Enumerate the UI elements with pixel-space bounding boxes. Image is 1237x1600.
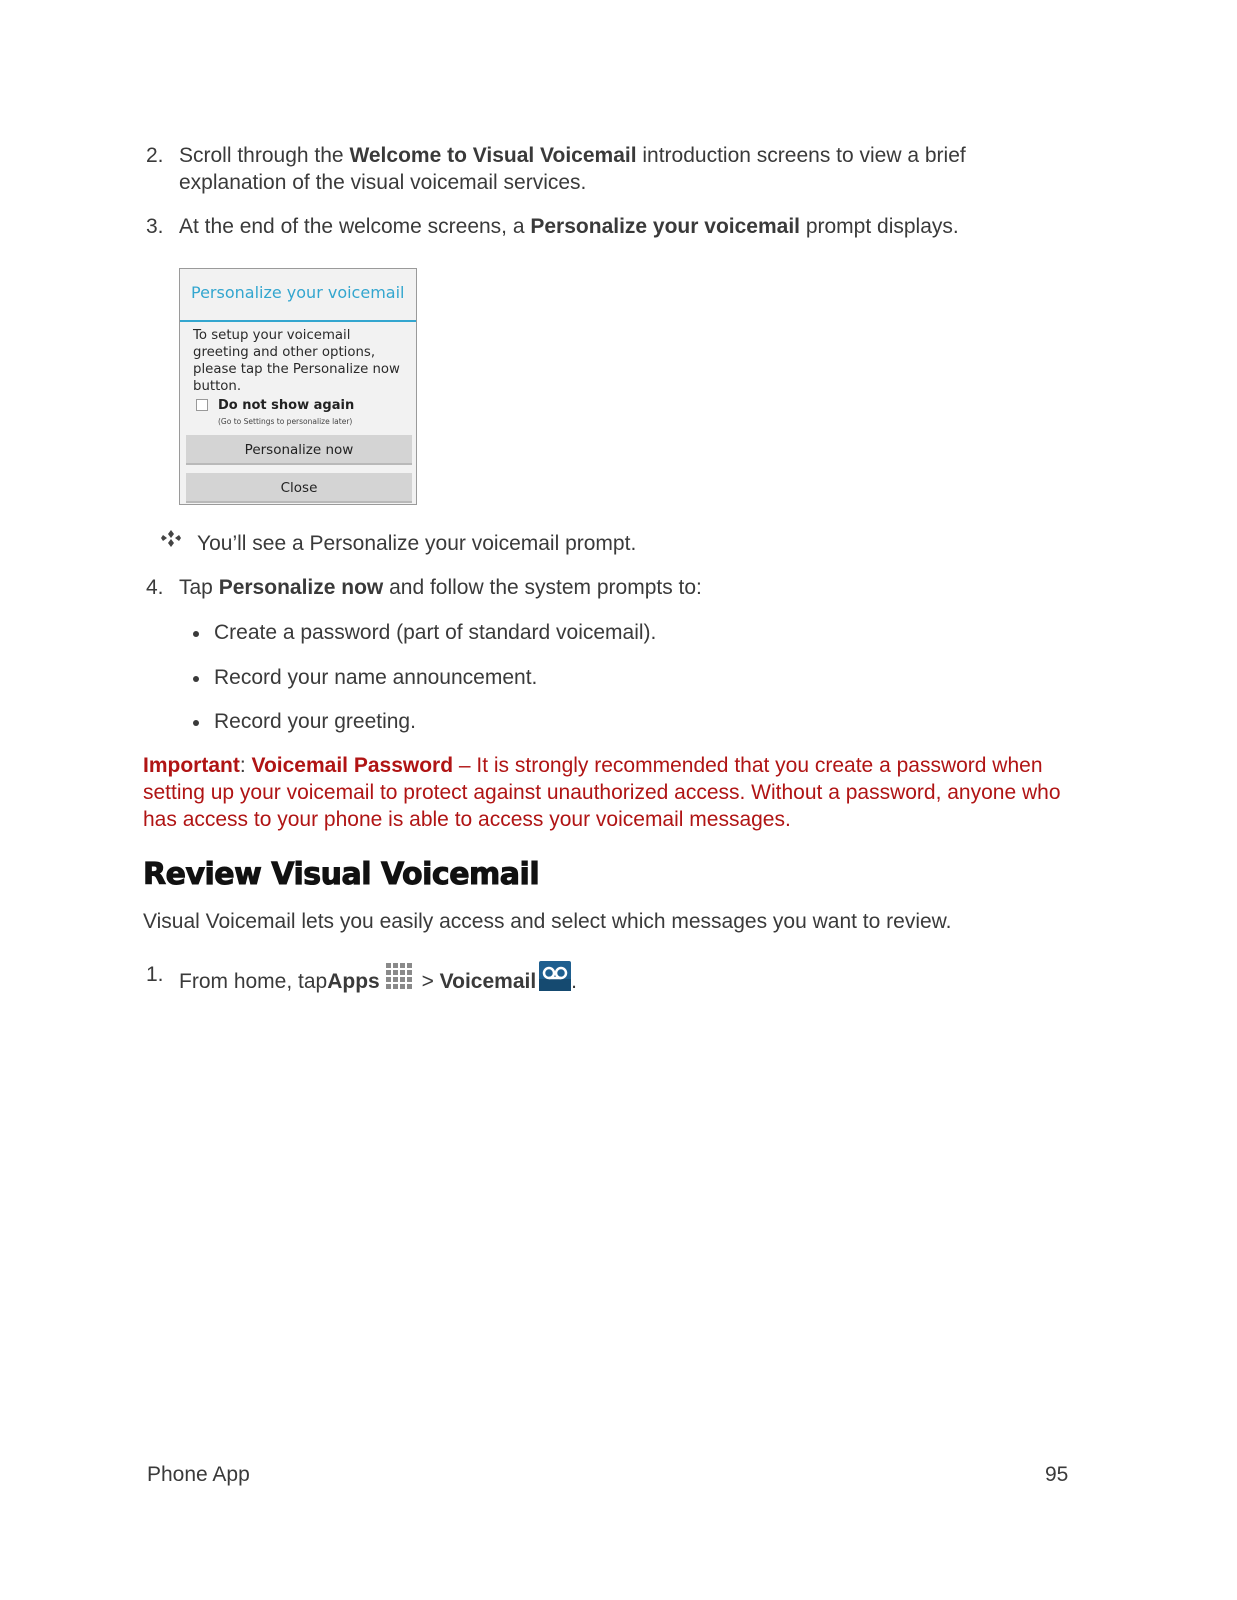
- important-topic: Voicemail Password: [251, 754, 454, 777]
- step-2-text-a: Scroll through the: [179, 144, 350, 167]
- step-3-number: 3.: [146, 215, 164, 238]
- step-2-number: 2.: [146, 144, 164, 167]
- important-label: Important: [143, 754, 240, 777]
- step-2-bold: Welcome to Visual Voicemail: [349, 144, 637, 167]
- page-number: 95: [1045, 1463, 1069, 1486]
- important-line-2: setting up your voicemail to protect against unauthorized access. Without a password, anyone who: [143, 781, 1061, 804]
- step-3-text-b: prompt displays.: [800, 215, 959, 238]
- important-separator: :: [239, 754, 252, 777]
- step-4-text: [179, 574, 702, 601]
- list-item: Record your greeting.: [214, 710, 416, 733]
- step-3-bold: Personalize your voicemail: [530, 215, 800, 238]
- personalize-dialog-screenshot: [179, 268, 417, 505]
- apps-label: Apps: [327, 970, 380, 993]
- dialog-title-divider: [180, 320, 416, 322]
- step-3-text: [179, 213, 959, 240]
- personalize-now-button[interactable]: Personalize now: [186, 435, 412, 465]
- close-button[interactable]: Close: [186, 473, 412, 503]
- bullet-dot: [193, 631, 199, 637]
- step-1-end: .: [571, 970, 578, 993]
- do-not-show-checkbox[interactable]: [196, 399, 208, 411]
- step-2-line2: explanation of the visual voicemail services.: [179, 171, 587, 194]
- important-line-1: [143, 752, 1043, 779]
- apps-grid-icon: [384, 961, 414, 991]
- list-item: Create a password (part of standard voicemail).: [214, 621, 657, 644]
- voicemail-label: Voicemail: [439, 970, 537, 993]
- dialog-title: Personalize your voicemail: [191, 283, 405, 302]
- step-3-text-a: At the end of the welcome screens, a: [179, 215, 531, 238]
- bullet-dot: [193, 676, 199, 682]
- do-not-show-note: (Go to Settings to personalize later): [218, 417, 353, 426]
- step-4-text-b: and follow the system prompts to:: [383, 576, 702, 599]
- step-2-text: [179, 142, 966, 169]
- step-4-text-a: Tap: [179, 576, 219, 599]
- footer-section-title: Phone App: [147, 1463, 250, 1486]
- step-2-text-b: introduction screens to view a brief: [636, 144, 966, 167]
- step-1-text-a: From home, tap: [179, 970, 328, 993]
- step-4-number: 4.: [146, 576, 164, 599]
- voicemail-icon: [539, 961, 571, 991]
- step-1-number: 1.: [146, 963, 164, 986]
- important-line-3: has access to your phone is able to access your voicemail messages.: [143, 808, 791, 831]
- apps-voicemail-separator: >: [415, 970, 440, 993]
- do-not-show-label: Do not show again: [218, 398, 355, 413]
- result-arrow-icon: [160, 528, 182, 550]
- section-intro: Visual Voicemail lets you easily access and select which messages you want to review.: [143, 910, 952, 933]
- step-1-text: [179, 961, 577, 995]
- result-note: You’ll see a Personalize your voicemail prompt.: [197, 532, 637, 555]
- section-heading: Review Visual Voicemail: [143, 857, 540, 892]
- step-4-bold: Personalize now: [218, 576, 384, 599]
- list-item: Record your name announcement.: [214, 666, 538, 689]
- dialog-body-text: To setup your voicemail greeting and other options, please tap the Personalize now button.: [193, 328, 400, 394]
- bullet-dot: [193, 720, 199, 726]
- important-text-1: – It is strongly recommended that you create a password when: [453, 754, 1043, 777]
